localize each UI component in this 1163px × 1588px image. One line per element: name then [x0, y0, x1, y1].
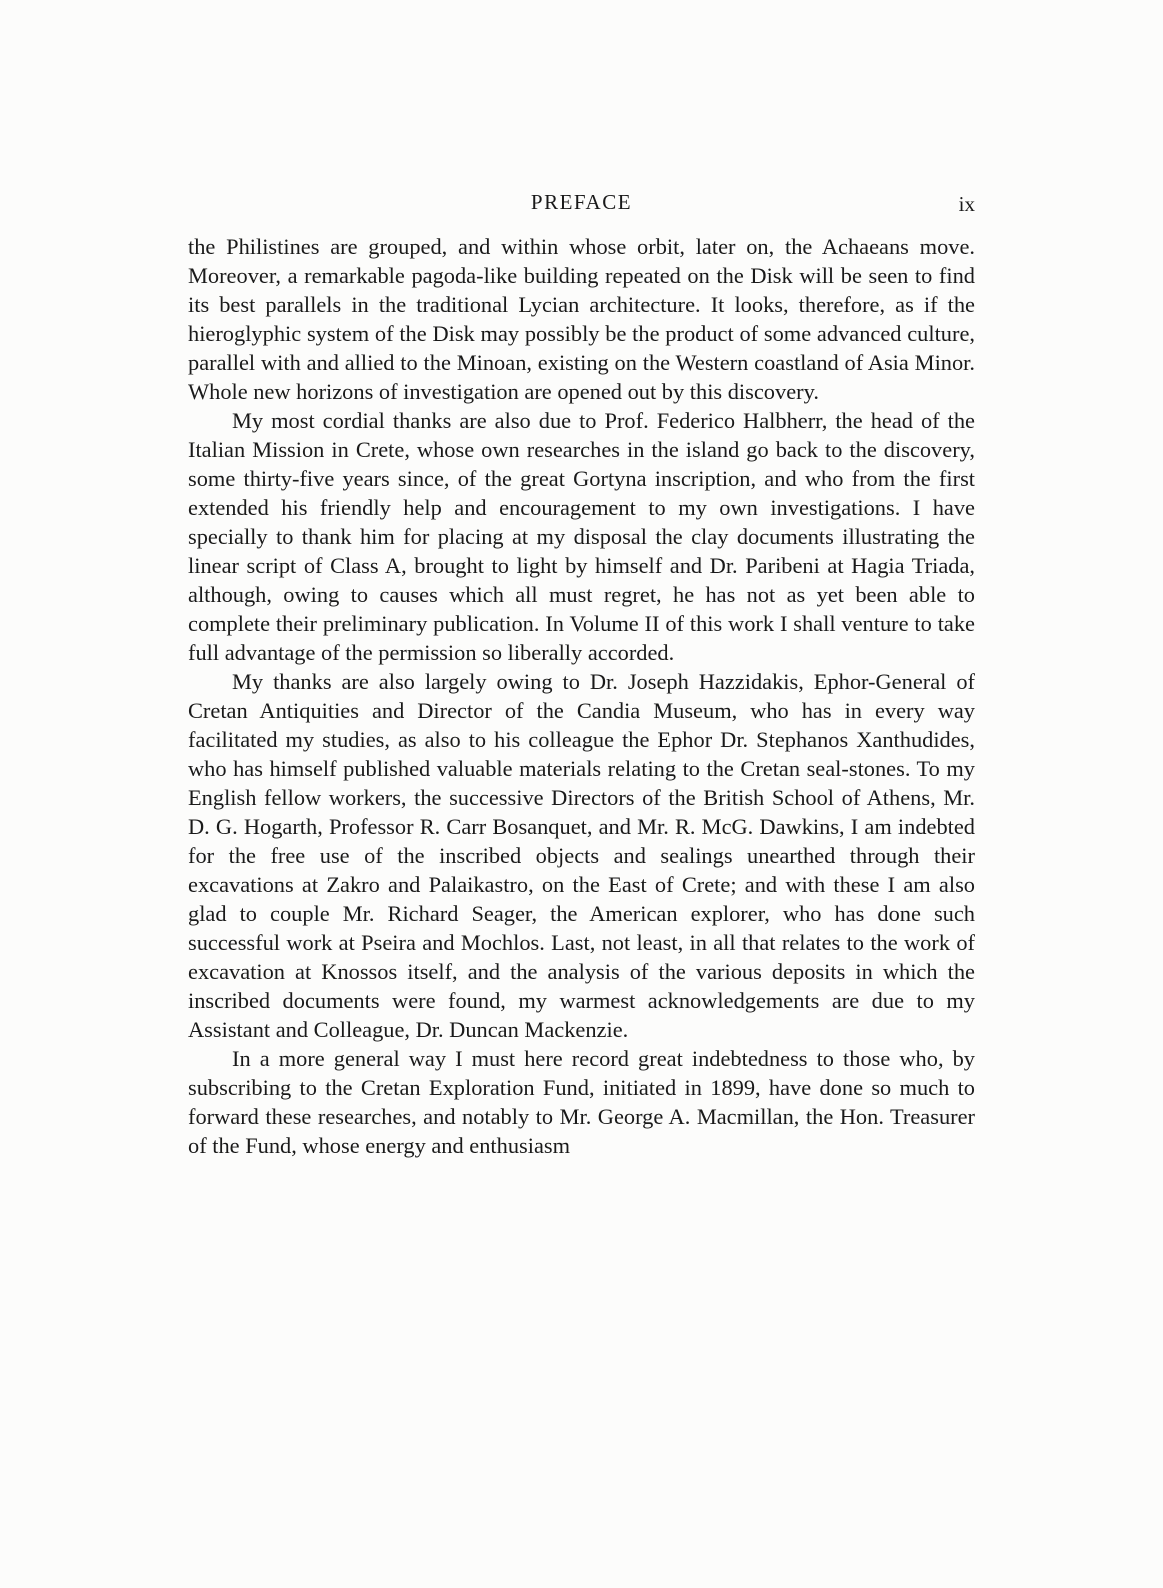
paragraph-halbherr-thanks: My most cordial thanks are also due to Prof. Federico Halbherr, the head of the Italian Mission in Crete, whose own researches in the island go back to the discovery, some thirty-five years since, of the great Gortyna inscription, and who from the first extended his friendly help and encouragement to my own investigations. I have specially to thank him for placing at my disposal the clay documents illustrating the linear script of Class A, brought to light by himself and Dr. Paribeni at Hagia Triada, although, owing to causes which all must regret, he has not as yet been able to complete their preliminary publication. In Volume II of this work I shall venture to take full advantage of the permission so liberally accorded.	[188, 408, 975, 665]
running-title: PREFACE	[530, 190, 633, 214]
page-number: ix	[958, 192, 975, 216]
page-header	[188, 190, 975, 220]
paragraph-exploration-fund: In a more general way I must here record great indebtedness to those who, by subscribing to the Cretan Exploration Fund, initiated in 1899, have done so much to forward these researches, and notably to Mr. George A. Macmillan, the Hon. Treasurer of the Fund, whose energy and enthusiasm	[188, 1046, 975, 1158]
paragraph-continuation: the Philistines are grouped, and within whose orbit, later on, the Achaeans move. Moreover, a remarkable pagoda-like building repeated on the Disk will be seen to find its best parallels in the traditional Lycian architecture. It looks, therefore, as if the hieroglyphic system of the Disk may possibly be the product of some advanced culture, parallel with and allied to the Minoan, existing on the Western coastland of Asia Minor. Whole new horizons of investigation are opened out by this discovery.	[188, 234, 975, 404]
paragraph-hazzidakis-thanks: My thanks are also largely owing to Dr. Joseph Hazzidakis, Ephor-General of Cretan Antiquities and Director of the Candia Museum, who has in every way facilitated my studies, as also to his colleague the Ephor Dr. Stephanos Xanthudides, who has himself published valuable materials relating to the Cretan seal-stones. To my English fellow workers, the successive Directors of the British School of Athens, Mr. D. G. Hogarth, Professor R. Carr Bosanquet, and Mr. R. McG. Dawkins, I am indebted for the free use of the inscribed objects and sealings unearthed through their excavations at Zakro and Palaikastro, on the East of Crete; and with these I am also glad to couple Mr. Richard Seager, the American explorer, who has done such successful work at Pseira and Mochlos. Last, not least, in all that relates to the work of excavation at Knossos itself, and the analysis of the various deposits in which the inscribed documents were found, my warmest acknowledgements are due to my Assistant and Colleague, Dr. Duncan Mackenzie.	[188, 669, 975, 1042]
body-text	[188, 232, 975, 1160]
